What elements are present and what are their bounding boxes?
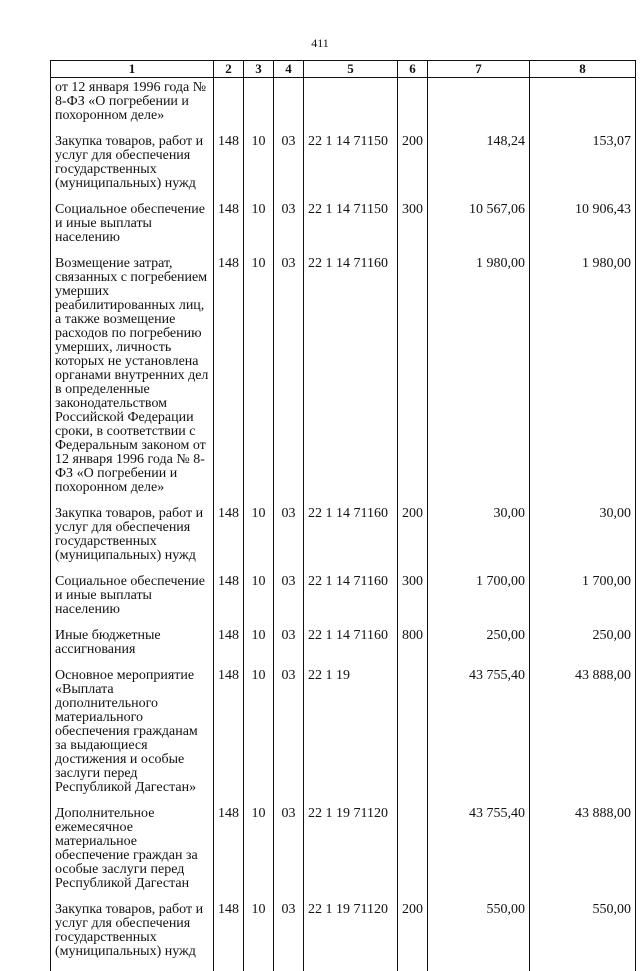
ministry-code: 148 <box>214 669 244 807</box>
amount-col8: 153,07 <box>530 135 636 203</box>
amount-col7: 250,00 <box>428 629 530 669</box>
expense-type-code: 200 <box>398 135 428 203</box>
subsection-code: 03 <box>274 903 304 971</box>
table-row <box>51 669 636 807</box>
page-number: 411 <box>311 36 329 50</box>
column-header: 8 <box>530 61 636 78</box>
ministry-code: 148 <box>214 135 244 203</box>
section-code: 10 <box>244 575 274 629</box>
subsection-code <box>274 78 304 136</box>
amount-col8: 250,00 <box>530 629 636 669</box>
target-article-code: 22 1 19 71120 <box>304 807 398 903</box>
amount-col8: 550,00 <box>530 903 636 971</box>
expense-type-code: 300 <box>398 575 428 629</box>
expense-type-code <box>398 669 428 807</box>
amount-col7: 43 755,40 <box>428 669 530 807</box>
expense-type-code <box>398 807 428 903</box>
row-name: Закупка товаров, работ и услуг для обеспечения государственных (муниципальных) нужд <box>51 507 214 575</box>
column-header: 5 <box>304 61 398 78</box>
ministry-code <box>214 78 244 136</box>
table-row <box>51 903 636 971</box>
amount-col7: 43 755,40 <box>428 807 530 903</box>
amount-col7: 550,00 <box>428 903 530 971</box>
subsection-code: 03 <box>274 135 304 203</box>
section-code: 10 <box>244 203 274 257</box>
target-article-code: 22 1 14 71150 <box>304 135 398 203</box>
subsection-code: 03 <box>274 669 304 807</box>
row-name: Социальное обеспечение и иные выплаты населению <box>51 575 214 629</box>
subsection-code: 03 <box>274 629 304 669</box>
ministry-code: 148 <box>214 629 244 669</box>
column-header: 6 <box>398 61 428 78</box>
section-code: 10 <box>244 807 274 903</box>
target-article-code <box>304 78 398 136</box>
target-article-code: 22 1 14 71160 <box>304 257 398 507</box>
subsection-code: 03 <box>274 507 304 575</box>
amount-col8 <box>530 78 636 136</box>
expense-type-code: 200 <box>398 903 428 971</box>
amount-col7 <box>428 78 530 136</box>
column-header: 4 <box>274 61 304 78</box>
amount-col7: 148,24 <box>428 135 530 203</box>
target-article-code: 22 1 19 <box>304 669 398 807</box>
column-header: 1 <box>51 61 214 78</box>
section-code: 10 <box>244 903 274 971</box>
expense-type-code <box>398 78 428 136</box>
table-row <box>51 257 636 507</box>
budget-table <box>50 60 636 971</box>
subsection-code: 03 <box>274 807 304 903</box>
row-name: Основное мероприятие «Выплата дополнительного материального обеспечения гражданам за выдающиеся достижения и особые заслуги перед Республикой Дагестан» <box>51 669 214 807</box>
amount-col7: 10 567,06 <box>428 203 530 257</box>
amount-col8: 1 700,00 <box>530 575 636 629</box>
section-code: 10 <box>244 135 274 203</box>
amount-col8: 43 888,00 <box>530 669 636 807</box>
ministry-code: 148 <box>214 807 244 903</box>
row-name: Дополнительное ежемесячное материальное обеспечение граждан за особые заслуги перед Республикой Дагестан <box>51 807 214 903</box>
target-article-code: 22 1 14 71160 <box>304 575 398 629</box>
row-name: Иные бюджетные ассигнования <box>51 629 214 669</box>
ministry-code: 148 <box>214 257 244 507</box>
amount-col7: 1 700,00 <box>428 575 530 629</box>
row-name: Закупка товаров, работ и услуг для обеспечения государственных (муниципальных) нужд <box>51 135 214 203</box>
expense-type-code <box>398 257 428 507</box>
table-row <box>51 575 636 629</box>
row-name: Закупка товаров, работ и услуг для обеспечения государственных (муниципальных) нужд <box>51 903 214 971</box>
expense-type-code: 800 <box>398 629 428 669</box>
table-row <box>51 135 636 203</box>
section-code <box>244 78 274 136</box>
section-code: 10 <box>244 507 274 575</box>
column-header: 2 <box>214 61 244 78</box>
target-article-code: 22 1 14 71160 <box>304 507 398 575</box>
amount-col8: 1 980,00 <box>530 257 636 507</box>
amount-col8: 43 888,00 <box>530 807 636 903</box>
column-header: 3 <box>244 61 274 78</box>
expense-type-code: 300 <box>398 203 428 257</box>
subsection-code: 03 <box>274 203 304 257</box>
table-row <box>51 78 636 136</box>
amount-col7: 30,00 <box>428 507 530 575</box>
amount-col8: 10 906,43 <box>530 203 636 257</box>
subsection-code: 03 <box>274 575 304 629</box>
row-name: Возмещение затрат, связанных с погребением умерших реабилитированных лиц, а также возмещение расходов по погребению умерших, личность которых не установлена органами внутренних дел в определенные законодательством Российской Федерации сроки, в соответствии с Федеральным законом от 12 января 1996 года № 8-ФЗ «О погребении и похоронном деле» <box>51 257 214 507</box>
ministry-code: 148 <box>214 575 244 629</box>
ministry-code: 148 <box>214 203 244 257</box>
section-code: 10 <box>244 257 274 507</box>
row-name: Социальное обеспечение и иные выплаты населению <box>51 203 214 257</box>
table-header-row <box>51 61 636 78</box>
table-row <box>51 807 636 903</box>
section-code: 10 <box>244 669 274 807</box>
target-article-code: 22 1 14 71160 <box>304 629 398 669</box>
amount-col7: 1 980,00 <box>428 257 530 507</box>
amount-col8: 30,00 <box>530 507 636 575</box>
section-code: 10 <box>244 629 274 669</box>
target-article-code: 22 1 19 71120 <box>304 903 398 971</box>
table-row <box>51 203 636 257</box>
ministry-code: 148 <box>214 903 244 971</box>
column-header: 7 <box>428 61 530 78</box>
target-article-code: 22 1 14 71150 <box>304 203 398 257</box>
table-row <box>51 507 636 575</box>
row-name: от 12 января 1996 года № 8-ФЗ «О погребении и похоронном деле» <box>51 78 214 136</box>
ministry-code: 148 <box>214 507 244 575</box>
subsection-code: 03 <box>274 257 304 507</box>
table-row <box>51 629 636 669</box>
expense-type-code: 200 <box>398 507 428 575</box>
